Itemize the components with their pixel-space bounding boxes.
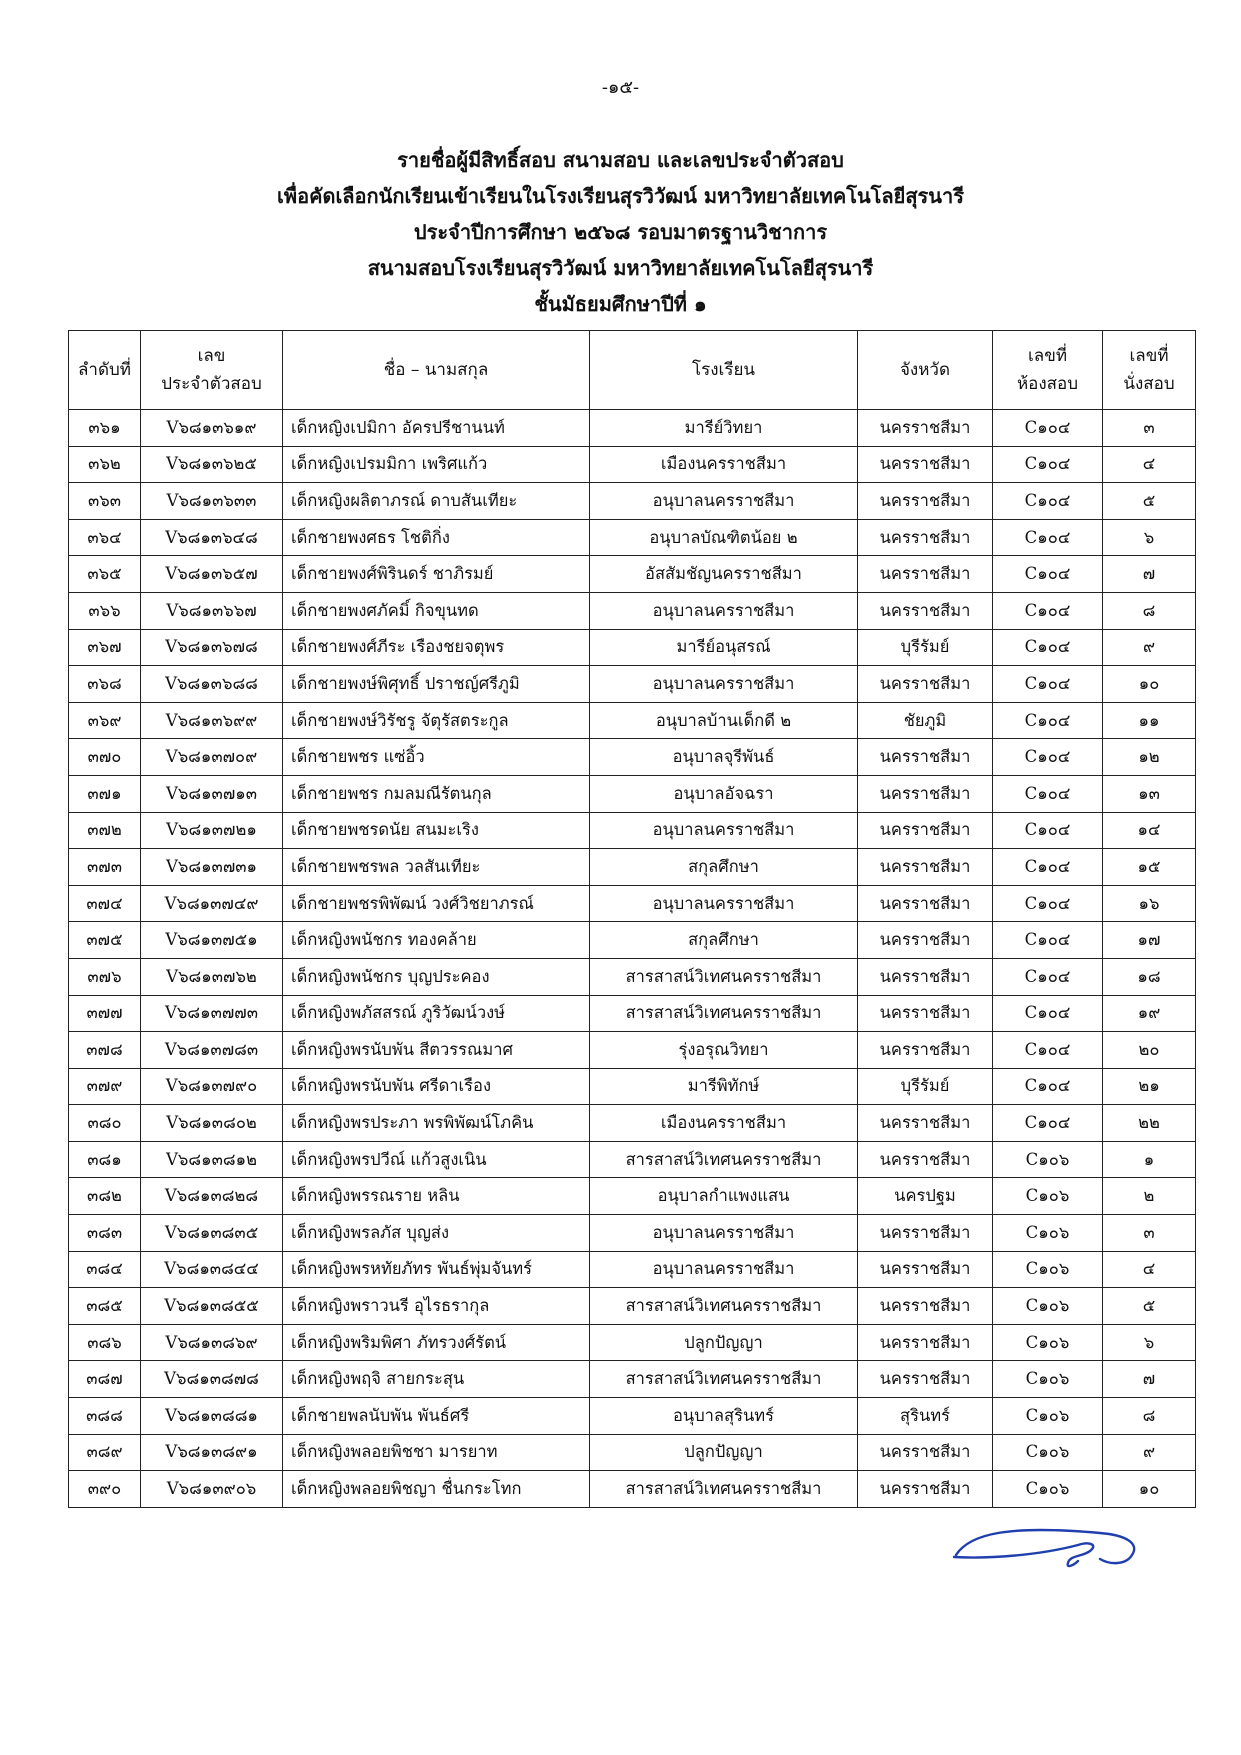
- cell-room: C๑๐๔: [993, 702, 1103, 739]
- title-line-5: ชั้นมัธยมศึกษาปีที่ ๑: [534, 292, 707, 316]
- cell-exam-id: V๖๘๑๓๗๕๑: [141, 922, 283, 959]
- cell-no: ๓๘๓: [69, 1215, 141, 1252]
- table-row: [69, 1141, 1196, 1178]
- cell-school: สกุลศึกษา: [590, 922, 858, 959]
- cell-seat: ๗: [1103, 1361, 1196, 1398]
- cell-exam-id: V๖๘๑๓๘๓๕: [141, 1215, 283, 1252]
- cell-school: อนุบาลอัจฉรา: [590, 775, 858, 812]
- table-row: [69, 958, 1196, 995]
- table-row: [69, 410, 1196, 447]
- cell-name: เด็กชายพงศธร โชติกิ่ง: [283, 519, 590, 556]
- cell-room: C๑๐๖: [993, 1215, 1103, 1252]
- cell-no: ๓๗๓: [69, 849, 141, 886]
- cell-exam-id: V๖๘๑๓๗๓๑: [141, 849, 283, 886]
- table-row: [69, 1471, 1196, 1508]
- cell-room: C๑๐๔: [993, 775, 1103, 812]
- cell-seat: ๕: [1103, 1288, 1196, 1325]
- cell-exam-id: V๖๘๑๓๗๙๐: [141, 1068, 283, 1105]
- cell-seat: ๕: [1103, 483, 1196, 520]
- cell-province: นครราชสีมา: [858, 1105, 993, 1142]
- cell-exam-id: V๖๘๑๓๖๔๘: [141, 519, 283, 556]
- cell-no: ๓๘๖: [69, 1324, 141, 1361]
- cell-school: อนุบาลนครราชสีมา: [590, 666, 858, 703]
- cell-province: นครราชสีมา: [858, 666, 993, 703]
- cell-name: เด็กชายพงศภัคมิ์ กิจขุนทด: [283, 592, 590, 629]
- header-school: [590, 331, 858, 410]
- table-row: [69, 556, 1196, 593]
- table-row: [69, 885, 1196, 922]
- header-name: [283, 331, 590, 410]
- cell-exam-id: V๖๘๑๓๗๔๙: [141, 885, 283, 922]
- cell-seat: ๒๐: [1103, 1032, 1196, 1069]
- cell-school: อนุบาลบ้านเด็กดี ๒: [590, 702, 858, 739]
- cell-seat: ๑๒: [1103, 739, 1196, 776]
- cell-school: อนุบาลสุรินทร์: [590, 1398, 858, 1435]
- candidate-table: [68, 330, 1196, 1508]
- cell-province: นครราชสีมา: [858, 1032, 993, 1069]
- table-row: [69, 1178, 1196, 1215]
- cell-no: ๓๖๙: [69, 702, 141, 739]
- cell-name: เด็กชายพชร แซ่อิ้ว: [283, 739, 590, 776]
- cell-seat: ๗: [1103, 556, 1196, 593]
- cell-no: ๓๘๐: [69, 1105, 141, 1142]
- cell-name: เด็กหญิงผลิตาภรณ์ ดาบสันเทียะ: [283, 483, 590, 520]
- cell-seat: ๓: [1103, 1215, 1196, 1252]
- cell-province: นครราชสีมา: [858, 1324, 993, 1361]
- cell-province: นครราชสีมา: [858, 592, 993, 629]
- cell-room: C๑๐๔: [993, 1068, 1103, 1105]
- cell-no: ๓๗๑: [69, 775, 141, 812]
- cell-seat: ๑๔: [1103, 812, 1196, 849]
- cell-exam-id: V๖๘๑๓๖๖๗: [141, 592, 283, 629]
- cell-seat: ๔: [1103, 446, 1196, 483]
- cell-seat: ๑๐: [1103, 1471, 1196, 1508]
- cell-room: C๑๐๔: [993, 849, 1103, 886]
- title-line-3: ประจำปีการศึกษา ๒๕๖๘ รอบมาตรฐานวิชาการ: [413, 220, 828, 244]
- cell-name: เด็กชายพงศ์ภีระ เรืองชยจตุพร: [283, 629, 590, 666]
- header-exam-id-line2: ประจำตัวสอบ: [161, 374, 262, 394]
- cell-school: อนุบาลนครราชสีมา: [590, 812, 858, 849]
- cell-no: ๓๘๒: [69, 1178, 141, 1215]
- cell-exam-id: V๖๘๑๓๖๓๓: [141, 483, 283, 520]
- cell-school: เมืองนครราชสีมา: [590, 446, 858, 483]
- table-row: [69, 995, 1196, 1032]
- cell-seat: ๓: [1103, 410, 1196, 447]
- header-room: [993, 331, 1103, 410]
- cell-name: เด็กหญิงพราวนรี อุไรธรากุล: [283, 1288, 590, 1325]
- cell-school: สารสาสน์วิเทศนครราชสีมา: [590, 1288, 858, 1325]
- table-row: [69, 446, 1196, 483]
- table-row: [69, 1324, 1196, 1361]
- cell-no: ๓๘๘: [69, 1398, 141, 1435]
- table-row: [69, 1032, 1196, 1069]
- cell-room: C๑๐๔: [993, 483, 1103, 520]
- cell-school: มารีย์อนุสรณ์: [590, 629, 858, 666]
- cell-province: นครราชสีมา: [858, 410, 993, 447]
- cell-school: อนุบาลนครราชสีมา: [590, 1251, 858, 1288]
- cell-name: เด็กหญิงพนัชกร บุญประคอง: [283, 958, 590, 995]
- cell-school: อนุบาลบัณฑิตน้อย ๒: [590, 519, 858, 556]
- table-row: [69, 629, 1196, 666]
- table-row: [69, 483, 1196, 520]
- cell-room: C๑๐๖: [993, 1324, 1103, 1361]
- cell-room: C๑๐๖: [993, 1398, 1103, 1435]
- table-row: [69, 702, 1196, 739]
- cell-name: เด็กหญิงพภัสสรณ์ ภูริวัฒน์วงษ์: [283, 995, 590, 1032]
- cell-province: นครราชสีมา: [858, 1251, 993, 1288]
- document-title: [0, 142, 1241, 322]
- cell-province: นครปฐม: [858, 1178, 993, 1215]
- header-no-label: ลำดับที่: [77, 360, 131, 380]
- cell-room: C๑๐๔: [993, 629, 1103, 666]
- table-row: [69, 1398, 1196, 1435]
- cell-province: ชัยภูมิ: [858, 702, 993, 739]
- table-row: [69, 1105, 1196, 1142]
- cell-province: นครราชสีมา: [858, 1215, 993, 1252]
- cell-name: เด็กหญิงพฤจิ สายกระสุน: [283, 1361, 590, 1398]
- cell-no: ๓๖๕: [69, 556, 141, 593]
- cell-name: เด็กชายพงษ์พิศุทธิ์ ปราชญ์ศรีภูมิ: [283, 666, 590, 703]
- cell-school: ปลูกปัญญา: [590, 1434, 858, 1471]
- cell-no: ๓๗๘: [69, 1032, 141, 1069]
- cell-exam-id: V๖๘๑๓๘๒๘: [141, 1178, 283, 1215]
- cell-province: นครราชสีมา: [858, 556, 993, 593]
- cell-exam-id: V๖๘๑๓๘๕๕: [141, 1288, 283, 1325]
- cell-province: นครราชสีมา: [858, 885, 993, 922]
- cell-room: C๑๐๔: [993, 1105, 1103, 1142]
- cell-school: ปลูกปัญญา: [590, 1324, 858, 1361]
- cell-seat: ๒๒: [1103, 1105, 1196, 1142]
- table-row: [69, 592, 1196, 629]
- table-row: [69, 1068, 1196, 1105]
- cell-name: เด็กชายพชรพล วลสันเทียะ: [283, 849, 590, 886]
- cell-no: ๓๖๓: [69, 483, 141, 520]
- cell-exam-id: V๖๘๑๓๖๕๗: [141, 556, 283, 593]
- cell-exam-id: V๖๘๑๓๗๘๓: [141, 1032, 283, 1069]
- cell-school: มารีย์วิทยา: [590, 410, 858, 447]
- cell-no: ๓๖๔: [69, 519, 141, 556]
- cell-name: เด็กหญิงพริมพิศา ภัทรวงศ์รัตน์: [283, 1324, 590, 1361]
- cell-province: นครราชสีมา: [858, 483, 993, 520]
- cell-exam-id: V๖๘๑๓๖๘๘: [141, 666, 283, 703]
- cell-province: บุรีรัมย์: [858, 1068, 993, 1105]
- cell-name: เด็กหญิงพรปวีณ์ แก้วสูงเนิน: [283, 1141, 590, 1178]
- cell-exam-id: V๖๘๑๓๗๐๙: [141, 739, 283, 776]
- table-row: [69, 1251, 1196, 1288]
- cell-exam-id: V๖๘๑๓๘๔๔: [141, 1251, 283, 1288]
- cell-school: อนุบาลจุรีพันธ์: [590, 739, 858, 776]
- cell-no: ๓๗๐: [69, 739, 141, 776]
- cell-exam-id: V๖๘๑๓๖๑๙: [141, 410, 283, 447]
- cell-school: อนุบาลนครราชสีมา: [590, 1215, 858, 1252]
- table-header: [69, 331, 1196, 410]
- cell-no: ๓๗๙: [69, 1068, 141, 1105]
- cell-province: นครราชสีมา: [858, 446, 993, 483]
- header-no: [69, 331, 141, 410]
- cell-name: เด็กชายพงษ์วิรัชรู จัตุรัสตระกูล: [283, 702, 590, 739]
- cell-no: ๓๘๕: [69, 1288, 141, 1325]
- cell-no: ๓๖๗: [69, 629, 141, 666]
- cell-school: อัสสัมชัญนครราชสีมา: [590, 556, 858, 593]
- cell-school: รุ่งอรุณวิทยา: [590, 1032, 858, 1069]
- header-province: [858, 331, 993, 410]
- table-row: [69, 1361, 1196, 1398]
- cell-exam-id: V๖๘๑๓๗๑๓: [141, 775, 283, 812]
- cell-seat: ๑๙: [1103, 995, 1196, 1032]
- cell-province: นครราชสีมา: [858, 739, 993, 776]
- cell-name: เด็กหญิงพลอยพิชชา มารยาท: [283, 1434, 590, 1471]
- table-row: [69, 739, 1196, 776]
- table-row: [69, 519, 1196, 556]
- cell-room: C๑๐๔: [993, 995, 1103, 1032]
- cell-school: สารสาสน์วิเทศนครราชสีมา: [590, 1141, 858, 1178]
- cell-room: C๑๐๔: [993, 556, 1103, 593]
- cell-name: เด็กชายพลนับพัน พันธ์ศรี: [283, 1398, 590, 1435]
- cell-no: ๓๖๖: [69, 592, 141, 629]
- cell-room: C๑๐๔: [993, 446, 1103, 483]
- cell-exam-id: V๖๘๑๓๘๐๒: [141, 1105, 283, 1142]
- header-school-label: โรงเรียน: [691, 360, 756, 380]
- cell-seat: ๖: [1103, 519, 1196, 556]
- cell-room: C๑๐๔: [993, 812, 1103, 849]
- cell-room: C๑๐๔: [993, 739, 1103, 776]
- table-body: [69, 410, 1196, 1508]
- cell-exam-id: V๖๘๑๓๘๑๒: [141, 1141, 283, 1178]
- cell-room: C๑๐๔: [993, 885, 1103, 922]
- cell-room: C๑๐๖: [993, 1288, 1103, 1325]
- table-row: [69, 922, 1196, 959]
- cell-name: เด็กหญิงพรนับพัน สีตวรรณมาศ: [283, 1032, 590, 1069]
- cell-name: เด็กหญิงพนัชกร ทองคล้าย: [283, 922, 590, 959]
- header-exam-id-line1: เลข: [197, 346, 226, 366]
- cell-name: เด็กหญิงพรรณราย หลิน: [283, 1178, 590, 1215]
- cell-room: C๑๐๖: [993, 1471, 1103, 1508]
- header-province-label: จังหวัด: [899, 360, 951, 380]
- cell-seat: ๒๑: [1103, 1068, 1196, 1105]
- cell-exam-id: V๖๘๑๓๗๖๒: [141, 958, 283, 995]
- cell-seat: ๑๑: [1103, 702, 1196, 739]
- cell-name: เด็กชายพชรพิพัฒน์ วงศ์วิชยาภรณ์: [283, 885, 590, 922]
- cell-room: C๑๐๔: [993, 519, 1103, 556]
- cell-seat: ๑๕: [1103, 849, 1196, 886]
- cell-name: เด็กชายพชรดนัย สนมะเริง: [283, 812, 590, 849]
- cell-seat: ๖: [1103, 1324, 1196, 1361]
- cell-room: C๑๐๖: [993, 1434, 1103, 1471]
- cell-province: นครราชสีมา: [858, 958, 993, 995]
- cell-room: C๑๐๖: [993, 1178, 1103, 1215]
- cell-school: สารสาสน์วิเทศนครราชสีมา: [590, 958, 858, 995]
- cell-room: C๑๐๔: [993, 666, 1103, 703]
- cell-room: C๑๐๖: [993, 1141, 1103, 1178]
- cell-province: นครราชสีมา: [858, 849, 993, 886]
- signature-scribble: [950, 1515, 1150, 1575]
- header-seat: [1103, 331, 1196, 410]
- table-row: [69, 812, 1196, 849]
- cell-school: อนุบาลนครราชสีมา: [590, 885, 858, 922]
- cell-school: อนุบาลนครราชสีมา: [590, 592, 858, 629]
- cell-exam-id: V๖๘๑๓๗๗๓: [141, 995, 283, 1032]
- cell-seat: ๑: [1103, 1141, 1196, 1178]
- cell-no: ๓๘๙: [69, 1434, 141, 1471]
- cell-seat: ๘: [1103, 592, 1196, 629]
- cell-room: C๑๐๔: [993, 958, 1103, 995]
- cell-name: เด็กหญิงพรหทัยภัทร พันธ์พุ่มจันทร์: [283, 1251, 590, 1288]
- cell-exam-id: V๖๘๑๓๘๖๙: [141, 1324, 283, 1361]
- cell-room: C๑๐๔: [993, 1032, 1103, 1069]
- cell-room: C๑๐๖: [993, 1361, 1103, 1398]
- cell-school: อนุบาลนครราชสีมา: [590, 483, 858, 520]
- cell-no: ๓๖๑: [69, 410, 141, 447]
- page-number: -๑๕-: [601, 77, 640, 98]
- cell-no: ๓๗๕: [69, 922, 141, 959]
- cell-province: นครราชสีมา: [858, 1361, 993, 1398]
- cell-seat: ๑๖: [1103, 885, 1196, 922]
- header-room-line2: ห้องสอบ: [1016, 374, 1079, 394]
- header-room-line1: เลขที่: [1027, 346, 1068, 366]
- cell-province: บุรีรัมย์: [858, 629, 993, 666]
- cell-seat: ๙: [1103, 629, 1196, 666]
- cell-province: นครราชสีมา: [858, 1434, 993, 1471]
- cell-no: ๓๘๗: [69, 1361, 141, 1398]
- cell-exam-id: V๖๘๑๓๗๒๑: [141, 812, 283, 849]
- cell-seat: ๙: [1103, 1434, 1196, 1471]
- header-row: [69, 331, 1196, 410]
- cell-no: ๓๗๖: [69, 958, 141, 995]
- header-name-label: ชื่อ – นามสกุล: [383, 360, 489, 380]
- cell-seat: ๑๓: [1103, 775, 1196, 812]
- cell-school: เมืองนครราชสีมา: [590, 1105, 858, 1142]
- cell-no: ๓๘๔: [69, 1251, 141, 1288]
- cell-no: ๓๘๑: [69, 1141, 141, 1178]
- cell-province: นครราชสีมา: [858, 775, 993, 812]
- cell-province: นครราชสีมา: [858, 1471, 993, 1508]
- cell-exam-id: V๖๘๑๓๘๘๑: [141, 1398, 283, 1435]
- cell-school: สกุลศึกษา: [590, 849, 858, 886]
- cell-name: เด็กหญิงพรนับพัน ศรีดาเรือง: [283, 1068, 590, 1105]
- cell-name: เด็กหญิงพรลภัส บุญส่ง: [283, 1215, 590, 1252]
- cell-room: C๑๐๖: [993, 1251, 1103, 1288]
- header-seat-line2: นั่งสอบ: [1123, 374, 1175, 394]
- cell-seat: ๒: [1103, 1178, 1196, 1215]
- cell-name: เด็กหญิงเปมิกา อัครปรีชานนท์: [283, 410, 590, 447]
- cell-province: นครราชสีมา: [858, 1288, 993, 1325]
- header-exam-id: [141, 331, 283, 410]
- table-row: [69, 666, 1196, 703]
- table-row: [69, 1288, 1196, 1325]
- cell-no: ๓๗๔: [69, 885, 141, 922]
- cell-exam-id: V๖๘๑๓๙๐๖: [141, 1471, 283, 1508]
- cell-exam-id: V๖๘๑๓๘๙๑: [141, 1434, 283, 1471]
- cell-school: อนุบาลกำแพงแสน: [590, 1178, 858, 1215]
- cell-school: สารสาสน์วิเทศนครราชสีมา: [590, 1361, 858, 1398]
- cell-exam-id: V๖๘๑๓๖๗๘: [141, 629, 283, 666]
- cell-exam-id: V๖๘๑๓๘๗๘: [141, 1361, 283, 1398]
- cell-name: เด็กชายพงศ์พิรินดร์ ชาภิรมย์: [283, 556, 590, 593]
- cell-no: ๓๙๐: [69, 1471, 141, 1508]
- cell-no: ๓๗๒: [69, 812, 141, 849]
- cell-school: สารสาสน์วิเทศนครราชสีมา: [590, 1471, 858, 1508]
- table-row: [69, 849, 1196, 886]
- cell-room: C๑๐๔: [993, 922, 1103, 959]
- cell-no: ๓๖๒: [69, 446, 141, 483]
- cell-name: เด็กหญิงเปรมมิกา เพริศแก้ว: [283, 446, 590, 483]
- cell-name: เด็กหญิงพรประภา พรพิพัฒน์โภคิน: [283, 1105, 590, 1142]
- cell-seat: ๑๘: [1103, 958, 1196, 995]
- cell-name: เด็กหญิงพลอยพิชญา ชื่นกระโทก: [283, 1471, 590, 1508]
- table-row: [69, 1215, 1196, 1252]
- cell-seat: ๑๐: [1103, 666, 1196, 703]
- cell-school: สารสาสน์วิเทศนครราชสีมา: [590, 995, 858, 1032]
- cell-room: C๑๐๔: [993, 592, 1103, 629]
- cell-room: C๑๐๔: [993, 410, 1103, 447]
- cell-seat: ๑๗: [1103, 922, 1196, 959]
- cell-exam-id: V๖๘๑๓๖๙๙: [141, 702, 283, 739]
- table-row: [69, 1434, 1196, 1471]
- header-seat-line1: เลขที่: [1129, 346, 1169, 366]
- title-line-4: สนามสอบโรงเรียนสุรวิวัฒน์ มหาวิทยาลัยเทคโนโลยีสุรนารี: [367, 256, 874, 280]
- cell-school: มารีพิทักษ์: [590, 1068, 858, 1105]
- cell-province: นครราชสีมา: [858, 812, 993, 849]
- cell-province: นครราชสีมา: [858, 922, 993, 959]
- cell-province: นครราชสีมา: [858, 1141, 993, 1178]
- cell-seat: ๔: [1103, 1251, 1196, 1288]
- cell-exam-id: V๖๘๑๓๖๒๕: [141, 446, 283, 483]
- table-row: [69, 775, 1196, 812]
- cell-name: เด็กชายพชร กมลมณีรัตนกุล: [283, 775, 590, 812]
- cell-province: สุรินทร์: [858, 1398, 993, 1435]
- cell-seat: ๘: [1103, 1398, 1196, 1435]
- title-line-1: รายชื่อผู้มีสิทธิ์สอบ สนามสอบ และเลขประจำตัวสอบ: [397, 148, 844, 172]
- cell-province: นครราชสีมา: [858, 519, 993, 556]
- cell-no: ๓๗๗: [69, 995, 141, 1032]
- cell-province: นครราชสีมา: [858, 995, 993, 1032]
- title-line-2: เพื่อคัดเลือกนักเรียนเข้าเรียนในโรงเรียนสุรวิวัฒน์ มหาวิทยาลัยเทคโนโลยีสุรนารี: [277, 184, 964, 208]
- cell-no: ๓๖๘: [69, 666, 141, 703]
